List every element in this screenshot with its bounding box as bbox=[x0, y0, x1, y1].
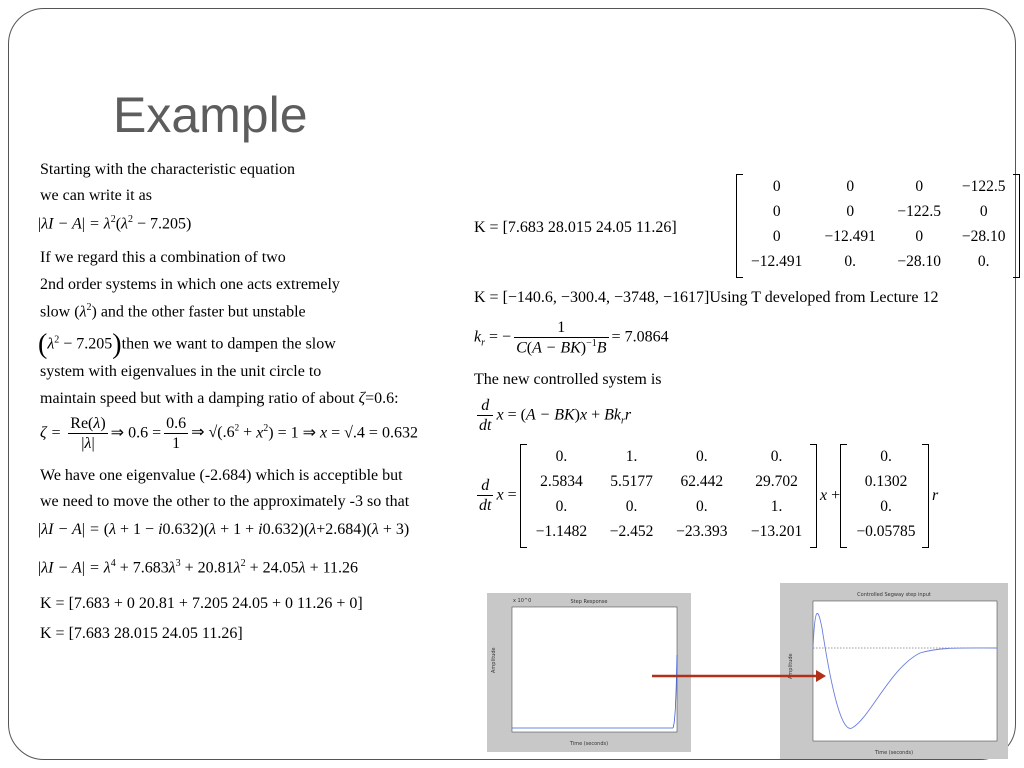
plot-step-xlabel: Time (seconds) bbox=[569, 741, 609, 747]
equation-K-gain: K = [7.683 28.015 24.05 11.26] bbox=[474, 219, 677, 236]
plot-segway-ylabel: Amplitude bbox=[788, 653, 794, 679]
matrix-B-closed: 0. 0.1302 0. −0.05785 bbox=[856, 447, 916, 540]
kr-value: = 7.0864 bbox=[611, 328, 669, 346]
matrix-A-right-bracket bbox=[810, 444, 817, 548]
text-line-9a: maintain speed but with a damping ratio of about bbox=[40, 390, 359, 407]
equation-closed-loop: $\frac{d}{dt}$ $x = (A - BK)x + Bk_rr$ bbox=[479, 397, 632, 435]
text-line-6a: slow ( bbox=[40, 303, 80, 321]
text-line-7-label: then we want to dampen the slow bbox=[121, 335, 336, 353]
equation-expanded-poly: $|\lambda I - A| = \lambda^4 + 7.683\lambda^3 + 20.81\lambda^2 + 24.05\lambda + 11.26$ bbox=[38, 558, 359, 577]
matrix-T-right-bracket bbox=[1013, 174, 1020, 278]
text-line-9b: =0.6: bbox=[365, 390, 399, 407]
equation-x-plus: x + bbox=[820, 487, 841, 504]
plot-segway-title: Controlled Segway step input bbox=[857, 592, 931, 598]
plot-segway-xlabel: Time (seconds) bbox=[874, 750, 914, 756]
text-line-2: we can write it as bbox=[40, 187, 152, 204]
text-line-8: system with eigenvalues in the unit circle to bbox=[40, 363, 322, 380]
matrix-A-closed: 0. 1. 0. 0. 2.5834 5.5177 62.442 29.702 0. 0. 0. 1. −1.1482 −2.452 −23.393 −13.201 bbox=[535, 447, 803, 540]
plot-step-title: Step Response bbox=[570, 599, 608, 605]
equation-r: r bbox=[932, 487, 939, 504]
text-line-6: slow $(\lambda^2)$ and the other faster but unstable bbox=[40, 302, 306, 321]
plot-step-ylabel: Amplitude bbox=[491, 647, 497, 673]
text-line-4: If we regard this a combination of two bbox=[40, 249, 286, 266]
equation-K-transformed bbox=[474, 288, 938, 307]
text-line-5: 2nd order systems in which one acts extremely bbox=[40, 276, 340, 293]
K-transformed-note: Using T developed from Lecture 12 bbox=[709, 289, 939, 306]
K-transformed-value: K = [−140.6, −300.4, −3748, −1617] bbox=[474, 289, 710, 306]
equation-kr: $k_r$ = − $\frac{1}{C(A - BK)^{-1}B}$ = 7.0864 bbox=[474, 319, 669, 357]
text-new-system: The new controlled system is bbox=[474, 371, 662, 388]
arrow-icon bbox=[650, 668, 830, 684]
text-line-6b: ) and the other faster but unstable bbox=[91, 303, 306, 321]
equation-ddt-x: $\frac{d}{dt}$ x = bbox=[479, 477, 517, 515]
equation-char-poly: $|\lambda I - A| = \lambda^2(\lambda^2 - 7.205)$ bbox=[38, 214, 192, 233]
text-line-12: we need to move the other to the approximately -3 so that bbox=[40, 493, 410, 510]
text-line-11: We have one eigenvalue (-2.684) which is acceptible but bbox=[40, 467, 403, 484]
equation-K-final: K = [7.683 28.015 24.05 11.26] bbox=[40, 625, 243, 642]
matrix-B-right-bracket bbox=[922, 444, 929, 548]
text-line-1: Starting with the characteristic equation bbox=[40, 161, 296, 178]
plot-step-exponent: x 10^0 bbox=[513, 598, 532, 604]
text-line-7: ($\lambda^2$ − 7.205)then we want to dampen the slow bbox=[38, 329, 336, 360]
equation-damping: ζ = $\frac{Re(\lambda)}{|\lambda|}$ ⇒ 0.6 = $\frac{0.6}{1}$ ⇒ $√(.6^2 + x^2) = 1$ ⇒ x = √.4 = 0.632 bbox=[40, 415, 418, 453]
equation-K-sum: K = [7.683 + 0 20.81 + 7.205 24.05 + 0 11.26 + 0] bbox=[40, 595, 363, 612]
slide-title: Example bbox=[113, 87, 308, 143]
text-line-9: maintain speed but with a damping ratio of about ζ=0.6: bbox=[40, 390, 399, 407]
equation-desired-poly: |λI − A| = (λ + 1 − i0.632)(λ + 1 + i0.632)(λ+2.684)(λ + 3) bbox=[38, 521, 410, 538]
matrix-T: 0 0 0 −122.5 0 0 −122.5 0 0 −12.491 0 −28.10 −12.491 0. −28.10 0. bbox=[751, 177, 1006, 270]
